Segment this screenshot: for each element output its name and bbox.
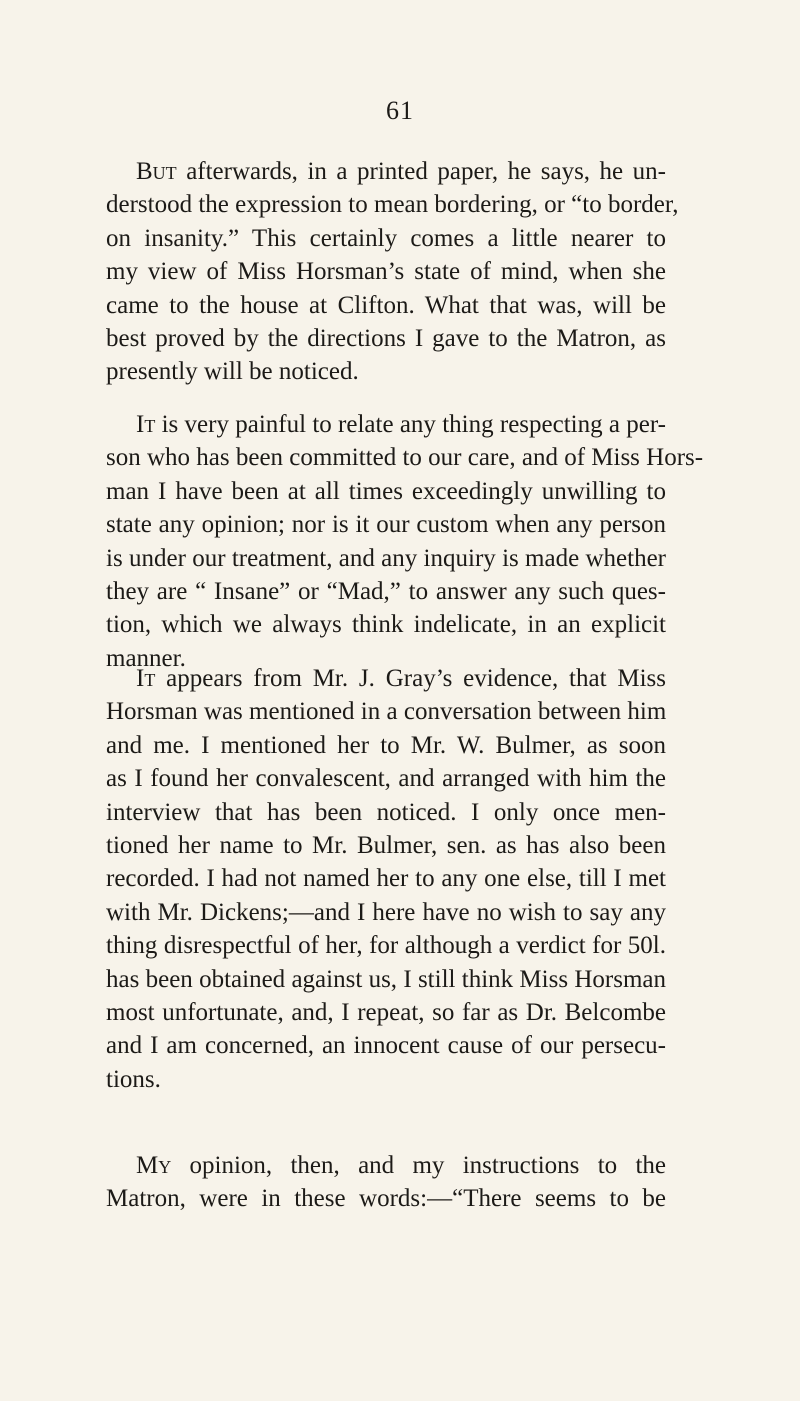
paragraph-lead: My (136, 1152, 172, 1179)
text-line-content: is very painful to relate any thing respecting a per- (155, 411, 666, 438)
text-line: is under our treatment, and any inquiry is made whether (106, 544, 666, 572)
text-line: state any opinion; nor is it our custom when any person (106, 511, 666, 539)
text-line-content: opinion, then, and my instructions to the (171, 1152, 666, 1179)
text-line: thing disrespectful of her, for although a verdict for 50l. (106, 932, 666, 960)
paragraph-lead: It (136, 665, 156, 692)
text-line: man I have been at all times exceedingly unwilling to (106, 477, 666, 505)
text-line: with Mr. Dickens;—and I here have no wish to say any (106, 898, 666, 926)
text-line-content: appears from Mr. J. Gray’s evidence, that Miss (155, 665, 666, 692)
text-line-content: afterwards, in a printed paper, he says, he un- (176, 158, 666, 185)
text-line (106, 155, 666, 188)
page-number: 61 (386, 96, 414, 125)
text-line: presently will be noticed. (106, 358, 359, 386)
paragraph-1 (106, 155, 679, 389)
text-line: tioned her name to Mr. Bulmer, sen. as has also been (106, 831, 666, 859)
paragraph-4 (106, 1149, 666, 1216)
text-line (106, 408, 666, 441)
text-line: tion, which we always think indelicate, in an explicit (106, 611, 666, 639)
text-line: has been obtained against us, I still think Miss Horsman (106, 965, 666, 993)
paragraph-lead: It (136, 411, 156, 438)
text-line: recorded. I had not named her to any one else, till I met (106, 865, 666, 893)
text-line (106, 662, 666, 695)
text-line: best proved by the directions I gave to the Matron, as (106, 324, 666, 352)
text-line: they are “ Insane” or “Mad,” to answer any such ques- (106, 577, 666, 605)
text-line: my view of Miss Horsman’s state of mind, when she (106, 258, 666, 286)
text-line: derstood the expression to mean bordering, or “to border, (106, 191, 679, 219)
text-line: as I found her convalescent, and arranged with him the (106, 765, 666, 793)
paragraph-2 (106, 408, 704, 675)
text-line: on insanity.” This certainly comes a little nearer to (106, 224, 666, 252)
paragraph-lead: But (136, 158, 177, 185)
text-line: interview that has been noticed. I only once men- (106, 798, 666, 826)
text-line: Horsman was mentioned in a conversation between him (106, 698, 667, 726)
text-line: came to the house at Clifton. What that was, will be (106, 291, 666, 319)
text-line: most unfortunate, and, I repeat, so far as Dr. Belcombe (106, 998, 666, 1026)
text-line: Matron, were in these words:—“There seems to be (106, 1185, 666, 1213)
text-line (106, 1149, 666, 1182)
text-line: manner. (106, 644, 186, 672)
paragraph-3 (106, 662, 666, 1096)
text-line: son who has been committed to our care, and of Miss Hors- (106, 444, 704, 472)
text-line: tions. (106, 1065, 161, 1093)
text-line: and I am concerned, an innocent cause of our persecu- (106, 1032, 666, 1060)
text-line: and me. I mentioned her to Mr. W. Bulmer, as soon (106, 731, 666, 759)
